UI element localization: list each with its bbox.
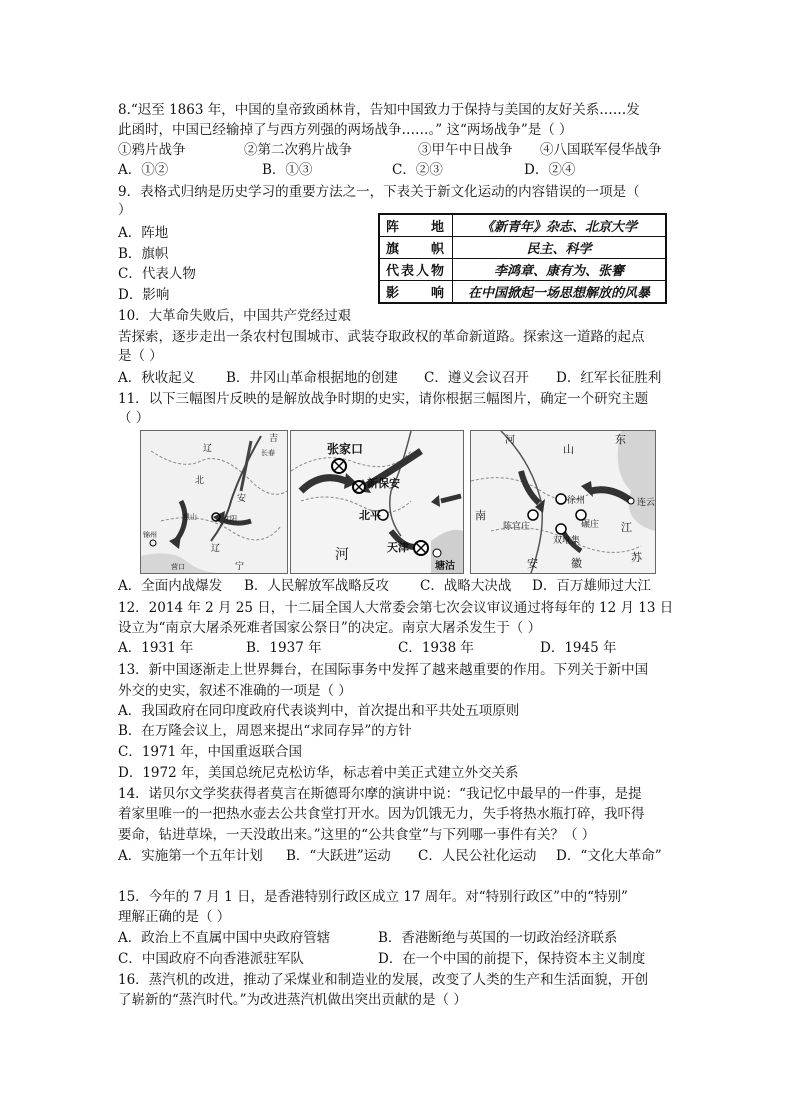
new-culture-movement-table — [378, 213, 667, 304]
table-value-cell: 李鸿章、康有为、张謇 — [453, 259, 667, 281]
map1-label: 吉 — [269, 434, 279, 444]
map-huaihai — [470, 430, 656, 574]
q8-item-2: ②第二次鸦片战争 — [244, 142, 352, 158]
map2-label: 张家口 — [327, 442, 364, 456]
q9-stem-line2: ） — [118, 202, 132, 218]
map2-label: 河 — [335, 547, 349, 563]
q8-option-b[interactable]: B．①③ — [262, 162, 313, 178]
q11-stem-line2: （ ） — [118, 410, 150, 426]
pingjin-map-drawing — [291, 431, 463, 573]
q14-stem-line1: 14．诺贝尔文学奖获得者莫言在斯德哥尔摩的演讲中说：“我记忆中最早的一件事，是提 — [118, 786, 642, 802]
q8-option-a[interactable]: A．①② — [118, 162, 169, 178]
q14-stem-line3: 要命，钻进草垛，一天没敢出来。”这里的“公共食堂”与下列哪一事件有关？（ ） — [118, 827, 596, 843]
table-value-cell: 民主、科学 — [453, 237, 667, 259]
q13-option-a[interactable]: A．我国政府在同印度政府代表谈判中，首次提出和平共处五项原则 — [118, 703, 520, 719]
q8-item-1: ①鸦片战争 — [118, 142, 186, 158]
q15-stem-line2: 理解正确的是（ ） — [118, 909, 231, 925]
q8-stem-line1: 8.“迟至 1863 年，中国的皇帝致函林肯，告知中国致力于保持与美国的友好关系……发 — [118, 102, 640, 118]
table-row — [379, 281, 666, 304]
map3-label: 碾庄 — [581, 520, 600, 530]
table-row — [379, 259, 666, 281]
table-key-cell: 影 响 — [379, 281, 453, 304]
map1-label: 北 — [195, 476, 205, 486]
q13-stem-line1: 13．新中国逐渐走上世界舞台，在国际事务中发挥了越来越重要的作用。下列关于新中国 — [118, 662, 649, 678]
map3-label: 徽 — [571, 557, 582, 570]
q12-option-a[interactable]: A．1931 年 — [118, 640, 194, 656]
q15-option-c[interactable]: C．中国政府不向香港派驻军队 — [118, 951, 304, 967]
huaihai-map-drawing — [471, 431, 655, 573]
q13-option-c[interactable]: C．1971 年，中国重返联合国 — [118, 744, 302, 760]
q8-stem-line2: 此函时，中国已经输掉了与西方列强的两场战争……。” 这“两场战争”是（ ） — [118, 122, 573, 138]
map1-label: 黑山 — [183, 513, 197, 521]
map3-label: 安 — [527, 557, 538, 570]
map1-label: 沈阳 — [223, 515, 237, 523]
q12-stem-line2: 设立为“南京大屠杀死难者国家公祭日”的决定。南京大屠杀发生于（ ） — [118, 620, 542, 636]
map1-label: 营口 — [171, 563, 185, 571]
q12-stem-line1: 12．2014 年 2 月 25 日，十二届全国人大常委会第七次会议审议通过将每年的 12 月 13 日 — [118, 600, 674, 616]
q10-stem-line3: 是（ ） — [118, 348, 163, 364]
map1-label: 长春 — [261, 449, 275, 457]
q9-stem-line1: 9．表格式归纳是历史学习的重要方法之一，下表关于新文化运动的内容错误的一项是（ — [118, 184, 640, 200]
q16-stem-line1: 16．蒸汽机的改进，推动了采煤业和制造业的发展，改变了人类的生产和生活面貌，开创 — [118, 972, 649, 988]
map3-label: 连云 — [637, 498, 655, 508]
q9-option-d[interactable]: D．影响 — [118, 287, 170, 303]
table-row — [379, 237, 666, 259]
q10-option-c[interactable]: C．遵义会议召开 — [424, 370, 529, 386]
map3-label: 双堆集 — [553, 536, 581, 546]
map-pingjin — [290, 430, 464, 574]
map2-label: 新保安 — [367, 477, 400, 490]
q12-option-b[interactable]: B．1937 年 — [246, 640, 322, 656]
q9-option-b[interactable]: B．旗帜 — [118, 246, 169, 262]
map1-label: 辽 — [211, 544, 221, 554]
map3-label: 江 — [621, 521, 632, 534]
q14-option-c[interactable]: C．人民公社化运动 — [418, 848, 537, 864]
q8-option-c[interactable]: C．②③ — [392, 162, 443, 178]
q8-item-4: ④八国联军侵华战争 — [540, 142, 662, 158]
table-value-cell: 《新青年》杂志、北京大学 — [453, 214, 667, 237]
map3-label: 河 — [505, 435, 515, 446]
q13-option-b[interactable]: B．在万隆会议上，周恩来提出“求同存异”的方针 — [118, 723, 412, 739]
map1-label: 安 — [237, 494, 247, 504]
q10-stem-line1: 10．大革命失败后，中国共产党经过艰 — [118, 308, 352, 324]
map2-label: 天津 — [387, 541, 409, 554]
q10-option-a[interactable]: A．秋收起义 — [118, 370, 196, 386]
map2-label: 北平 — [359, 509, 381, 522]
table-key-cell: 代表人物 — [379, 259, 453, 281]
q8-option-d[interactable]: D．②④ — [524, 162, 576, 178]
q15-stem-line1: 15．今年的 7 月 1 日，是香港特别行政区成立 17 周年。对“特别行政区”中的“特别” — [118, 889, 628, 905]
q14-option-a[interactable]: A．实施第一个五年计划 — [118, 848, 263, 864]
q11-option-c[interactable]: C．战略大决战 — [420, 578, 512, 594]
q15-option-b[interactable]: B．香港断绝与英国的一切政治经济联系 — [378, 930, 618, 946]
q14-stem-line2: 着家里唯一的一把热水壶去公共食堂打开水。因为饥饿无力，失手将热水瓶打碎，我吓得 — [118, 806, 645, 822]
q13-stem-line2: 外交的史实，叙述不准确的一项是（ ） — [118, 683, 352, 699]
q9-option-a[interactable]: A．阵地 — [118, 225, 169, 241]
q13-option-d[interactable]: D．1972 年，美国总统尼克松访华，标志着中美正式建立外交关系 — [118, 765, 519, 781]
q11-option-a[interactable]: A．全面内战爆发 — [118, 578, 223, 594]
map3-label: 南 — [475, 509, 486, 522]
q11-stem-line1: 11．以下三幅图片反映的是解放战争时期的史实，请你根据三幅图片，确定一个研究主题 — [118, 391, 649, 407]
map-liaoshen — [140, 430, 288, 574]
q16-stem-line2: 了崭新的“蒸汽时代。”为改进蒸汽机做出突出贡献的是（ ） — [118, 992, 467, 1008]
table-key-cell: 旗 帜 — [379, 237, 453, 259]
q12-option-c[interactable]: C．1938 年 — [398, 640, 474, 656]
map1-label: 宁 — [235, 562, 245, 572]
q11-option-b[interactable]: B．人民解放军战略反攻 — [244, 578, 389, 594]
map3-label: 陈官庄 — [503, 522, 531, 532]
q10-option-b[interactable]: B．井冈山革命根据地的创建 — [226, 370, 398, 386]
map3-label: 山 — [563, 443, 574, 456]
table-value-cell: 在中国掀起一场思想解放的风暴 — [453, 281, 667, 304]
q9-option-c[interactable]: C．代表人物 — [118, 266, 196, 282]
map2-label: 塘沽 — [435, 561, 455, 572]
map1-label: 锦州 — [143, 531, 157, 539]
q14-option-b[interactable]: B．“大跃进”运动 — [286, 848, 391, 864]
q11-option-d[interactable]: D．百万雄师过大江 — [532, 578, 651, 594]
q8-item-3: ③甲午中日战争 — [418, 142, 513, 158]
q15-option-d[interactable]: D．在一个中国的前提下，保持资本主义制度 — [378, 951, 646, 967]
map3-label: 东 — [615, 433, 626, 446]
map1-label: 辽 — [203, 444, 213, 454]
q10-option-d[interactable]: D．红军长征胜利 — [556, 370, 662, 386]
map3-label: 苏 — [631, 551, 642, 564]
q12-option-d[interactable]: D．1945 年 — [540, 640, 617, 656]
table-key-cell: 阵 地 — [379, 214, 453, 237]
q10-stem-line2: 苦探索，逐步走出一条农村包围城市、武装夺取政权的革命新道路。探索这一道路的起点 — [118, 329, 645, 345]
q15-option-a[interactable]: A．政治上不直属中国中央政府管辖 — [118, 930, 331, 946]
map3-label: 徐州 — [567, 496, 586, 506]
q14-option-d[interactable]: D．“文化大革命” — [556, 848, 662, 864]
table-row — [379, 214, 666, 237]
liaoshen-map-drawing — [141, 431, 287, 573]
